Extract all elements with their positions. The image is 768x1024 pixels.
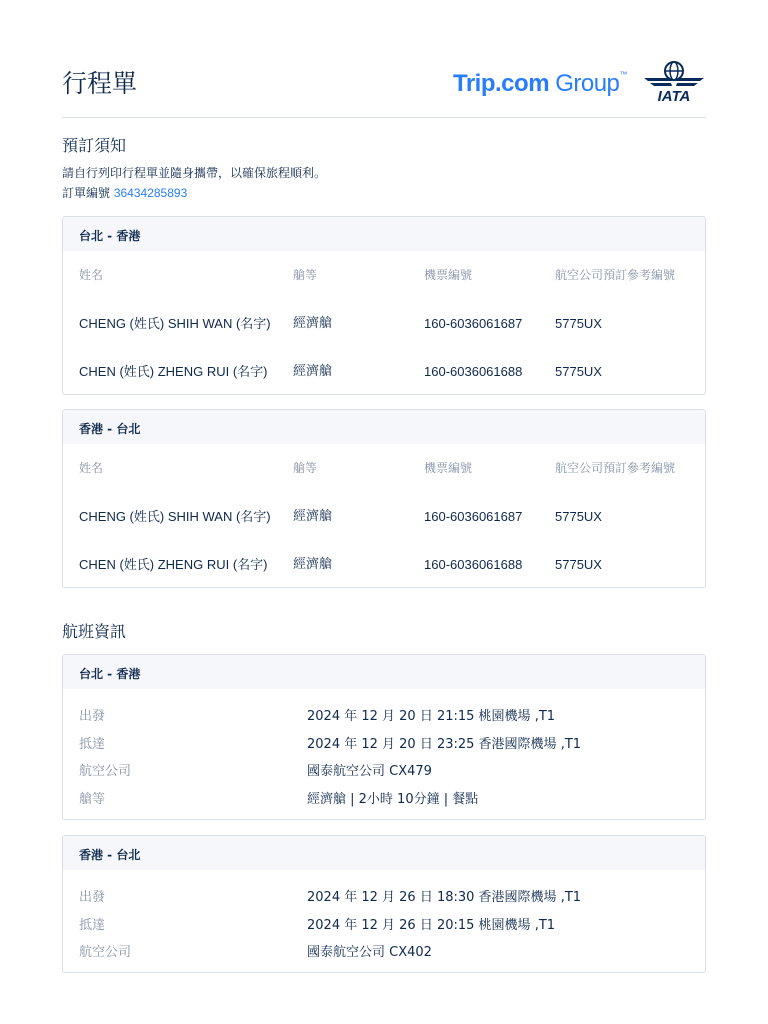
passenger-name: CHENG (姓氏) SHIH WAN (名字) [79,316,271,331]
airline-label: 航空公司 [79,945,132,960]
ticket-card-outbound [62,216,706,395]
list-item [63,705,705,733]
notice-text: 請自行列印行程單並隨身攜帶，以確保旅程順利。 [62,166,327,180]
iata-logo [642,60,706,104]
col-header-cabin: 艙等 [293,268,318,282]
order-number-link[interactable]: 36434285893 [113,186,188,200]
departure-value: 2024 年 12 月 26 日 18:30 香港國際機場 ,T1 [307,890,582,905]
trip-com-group-logo: Trip.com Group™ [453,70,627,97]
col-header-cabin: 艙等 [293,461,318,475]
passenger-cabin: 經濟艙 [293,364,333,379]
list-item [63,941,705,969]
departure-value: 2024 年 12 月 20 日 21:15 桃園機場 ,T1 [307,709,556,724]
logo-dotcom-text: .com [495,70,550,97]
arrival-label: 抵達 [79,917,106,933]
passenger-cabin: 經濟艙 [293,316,333,331]
logo-group-text: Group [549,70,620,97]
passenger-table-header [63,444,705,490]
logo-trip-text: Trip [453,70,496,97]
passenger-ref: 5775UX [555,316,602,331]
passenger-ticket: 160-6036061687 [424,509,523,524]
col-header-ticket: 機票編號 [424,461,473,475]
passenger-ticket: 160-6036061688 [424,557,523,572]
order-number-line [62,184,187,201]
table-row [63,554,705,578]
passenger-cabin: 經濟艙 [293,509,333,524]
list-item [63,760,705,788]
arrival-label: 抵達 [79,736,106,752]
col-header-name: 姓名 [79,461,104,475]
passenger-ticket: 160-6036061687 [424,316,523,331]
table-row [63,506,705,554]
departure-label: 出發 [79,890,106,905]
passenger-name: CHEN (姓氏) ZHENG RUI (名字) [79,557,268,572]
cabin-value: 經濟艙 | 2小時 10分鐘 | 餐點 [307,791,479,807]
col-header-ticket: 機票編號 [424,268,473,282]
passenger-ref: 5775UX [555,557,602,572]
passenger-table-header [63,251,705,297]
ticket-card-route: 香港 - 台北 [63,410,705,444]
passenger-name: CHENG (姓氏) SHIH WAN (名字) [79,509,271,524]
col-header-ref: 航空公司預訂參考編號 [555,461,676,475]
flight-card-return [62,835,706,973]
table-row [63,361,705,385]
passenger-ref: 5775UX [555,509,602,524]
arrival-value: 2024 年 12 月 20 日 23:25 香港國際機場 ,T1 [307,736,582,752]
iata-logo-text: IATA [657,88,691,104]
flight-card-route: 香港 - 台北 [63,836,705,870]
page-header [62,60,706,118]
arrival-value: 2024 年 12 月 26 日 20:15 桃園機場 ,T1 [307,917,556,933]
col-header-ref: 航空公司預訂參考編號 [555,268,676,282]
airline-value: 國泰航空公司 CX479 [307,764,432,779]
cabin-label: 艙等 [79,791,106,807]
flight-info-title: 航班資訊 [62,622,127,641]
flight-card-route: 台北 - 香港 [63,655,705,689]
passenger-name: CHEN (姓氏) ZHENG RUI (名字) [79,364,268,379]
passenger-cabin: 經濟艙 [293,557,333,572]
flight-card-outbound [62,654,706,820]
notice-title: 預訂須知 [62,136,127,155]
list-item [63,733,705,761]
passenger-ticket: 160-6036061688 [424,364,523,379]
list-item [63,788,705,816]
ticket-card-return [62,409,706,588]
col-header-name: 姓名 [79,268,104,282]
table-row [63,313,705,361]
departure-label: 出發 [79,709,106,724]
airline-label: 航空公司 [79,764,132,779]
airline-value: 國泰航空公司 CX402 [307,945,432,960]
list-item [63,914,705,942]
page-title: 行程單 [62,69,138,98]
ticket-card-route: 台北 - 香港 [63,217,705,251]
order-number-label: 訂單編號 [62,186,114,200]
list-item [63,886,705,914]
passenger-ref: 5775UX [555,364,602,379]
